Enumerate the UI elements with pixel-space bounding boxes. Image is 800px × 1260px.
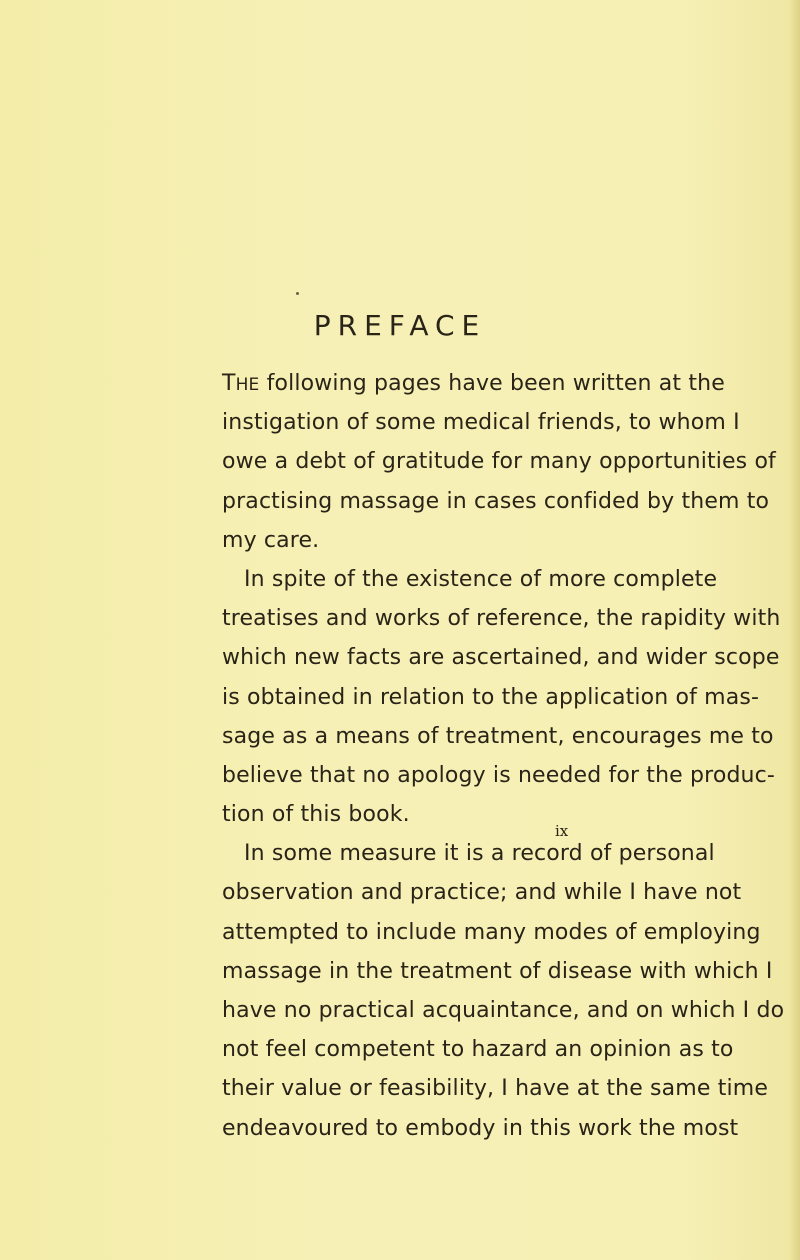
text-line	[222, 364, 725, 403]
text-line: believe that no apology is needed for the produc-	[222, 762, 775, 788]
body-text	[222, 364, 785, 1148]
text-line: instigation of some medical friends, to whom I	[222, 410, 740, 436]
text-line: In some measure it is a record of personal	[244, 841, 715, 867]
small-caps-lead: THE	[222, 371, 260, 396]
text-line: have no practical acquaintance, and on which I do	[222, 998, 785, 1023]
text-line: my care.	[222, 527, 320, 553]
text-line: which new facts are ascertained, and wider scope	[222, 645, 780, 671]
text-line: not feel competent to hazard an opinion as to	[222, 1037, 734, 1063]
text-line: their value or feasibility, I have at the same time	[222, 1076, 769, 1102]
ink-speck	[296, 292, 299, 295]
text-line: sage as a means of treatment, encourages me to	[222, 723, 774, 749]
page-number: ix	[555, 822, 569, 840]
text-line: In spite of the existence of more complete	[244, 566, 718, 592]
text-line: massage in the treatment of disease with which I	[222, 958, 773, 984]
text-line: attempted to include many modes of employing	[222, 919, 761, 945]
line-text: following pages have been written at the	[259, 371, 725, 396]
text-line: is obtained in relation to the application of mas-	[222, 684, 760, 710]
page-edge-shadow	[790, 0, 800, 1260]
text-line: observation and practice; and while I have not	[222, 880, 742, 906]
text-line: endeavoured to embody in this work the most	[222, 1115, 739, 1141]
text-line: tion of this book.	[222, 802, 410, 828]
page-title: PREFACE	[313, 309, 487, 342]
text-line: practising massage in cases confided by them to	[222, 488, 770, 514]
text-line: treatises and works of reference, the rapidity with	[222, 606, 781, 632]
text-line: owe a debt of gratitude for many opportunities of	[222, 449, 776, 475]
